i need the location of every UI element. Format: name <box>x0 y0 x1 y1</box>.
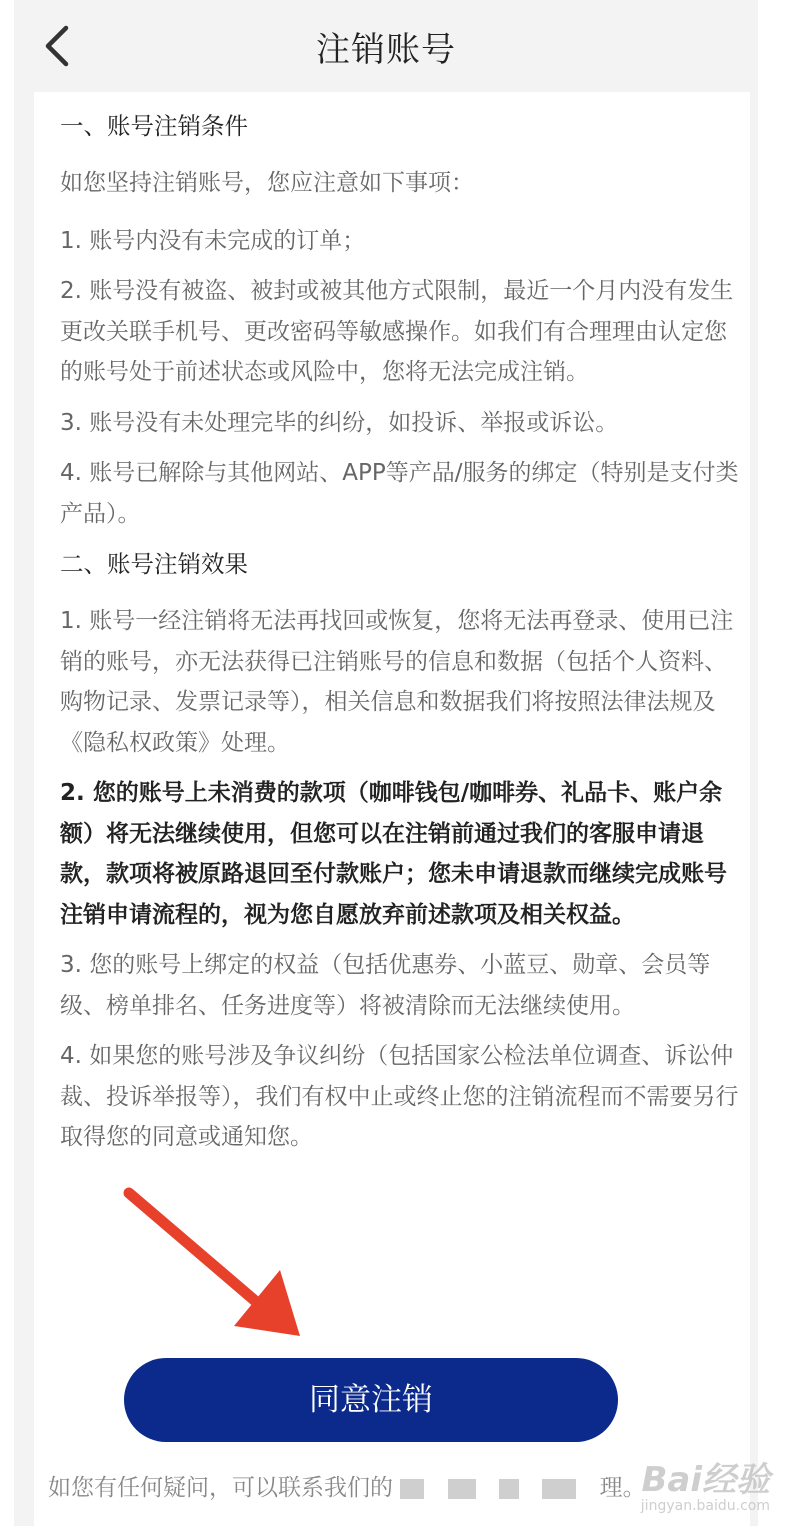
condition-item: 2. 账号没有被盗、被封或被其他方式限制，最近一个月内没有发生更改关联手机号、更改密码等敏感操作。如我们有合理理由认定您的账号处于前述状态或风险中，您将无法完成注销。 <box>60 278 734 385</box>
effect-item: 3. 您的账号上绑定的权益（包括优惠券、小蓝豆、勋章、会员等级、榜单排名、任务进度等）将被清除而无法继续使用。 <box>60 952 711 1019</box>
footer-text-end: 理。 <box>599 1475 646 1501</box>
redacted-block <box>400 1479 424 1499</box>
redacted-block <box>499 1479 519 1499</box>
effect-item: 1. 账号一经注销将无法再找回或恢复，您将无法再登录、使用已注销的账号，亦无法获得已注销账号的信息和数据（包括个人资料、购物记录、发票记录等），相关信息和数据我们将按照法律法规及《隐私权政策》处理。 <box>60 608 734 756</box>
redacted-block <box>448 1479 476 1499</box>
watermark-sub: jingyan.baidu.com <box>640 1498 770 1514</box>
section-heading: 二、账号注销效果 <box>60 550 248 578</box>
content-card <box>34 92 750 1526</box>
watermark <box>641 1462 770 1514</box>
effect-item: 4. 如果您的账号涉及争议纠纷（包括国家公检法单位调查、诉讼仲裁、投诉举报等），我们有权中止或终止您的注销流程而不需要另行取得您的同意或通知您。 <box>60 1043 739 1150</box>
effect-item-bold: 2. 您的账号上未消费的款项（咖啡钱包/咖啡券、礼品卡、账户余额）将无法继续使用，但您可以在注销前通过我们的客服申请退款，款项将被原路退回至付款账户；您未申请退款而继续完成账号注销申请流程的，视为您自愿放弃前述款项及相关权益。 <box>60 780 727 928</box>
header <box>14 0 758 92</box>
condition-item: 3. 账号没有未处理完毕的纠纷，如投诉、举报或诉讼。 <box>60 409 619 436</box>
footer-contact <box>48 1470 646 1506</box>
page-title: 注销账号 <box>316 30 456 70</box>
screen <box>14 0 758 1526</box>
agree-deregister-button[interactable]: 同意注销 <box>124 1358 618 1442</box>
condition-item: 1. 账号内没有未完成的订单； <box>60 227 366 254</box>
footer-text: 如您有任何疑问，可以联系我们的 <box>48 1475 393 1501</box>
section-intro: 如您坚持注销账号，您应注意如下事项： <box>60 170 474 196</box>
watermark-text: Bai经验 <box>641 1460 770 1500</box>
terms-content <box>60 106 740 1168</box>
condition-item: 4. 账号已解除与其他网站、APP等产品/服务的绑定（特别是支付类产品）。 <box>60 460 739 527</box>
section-heading: 一、账号注销条件 <box>60 112 248 140</box>
redacted-block <box>542 1479 576 1499</box>
